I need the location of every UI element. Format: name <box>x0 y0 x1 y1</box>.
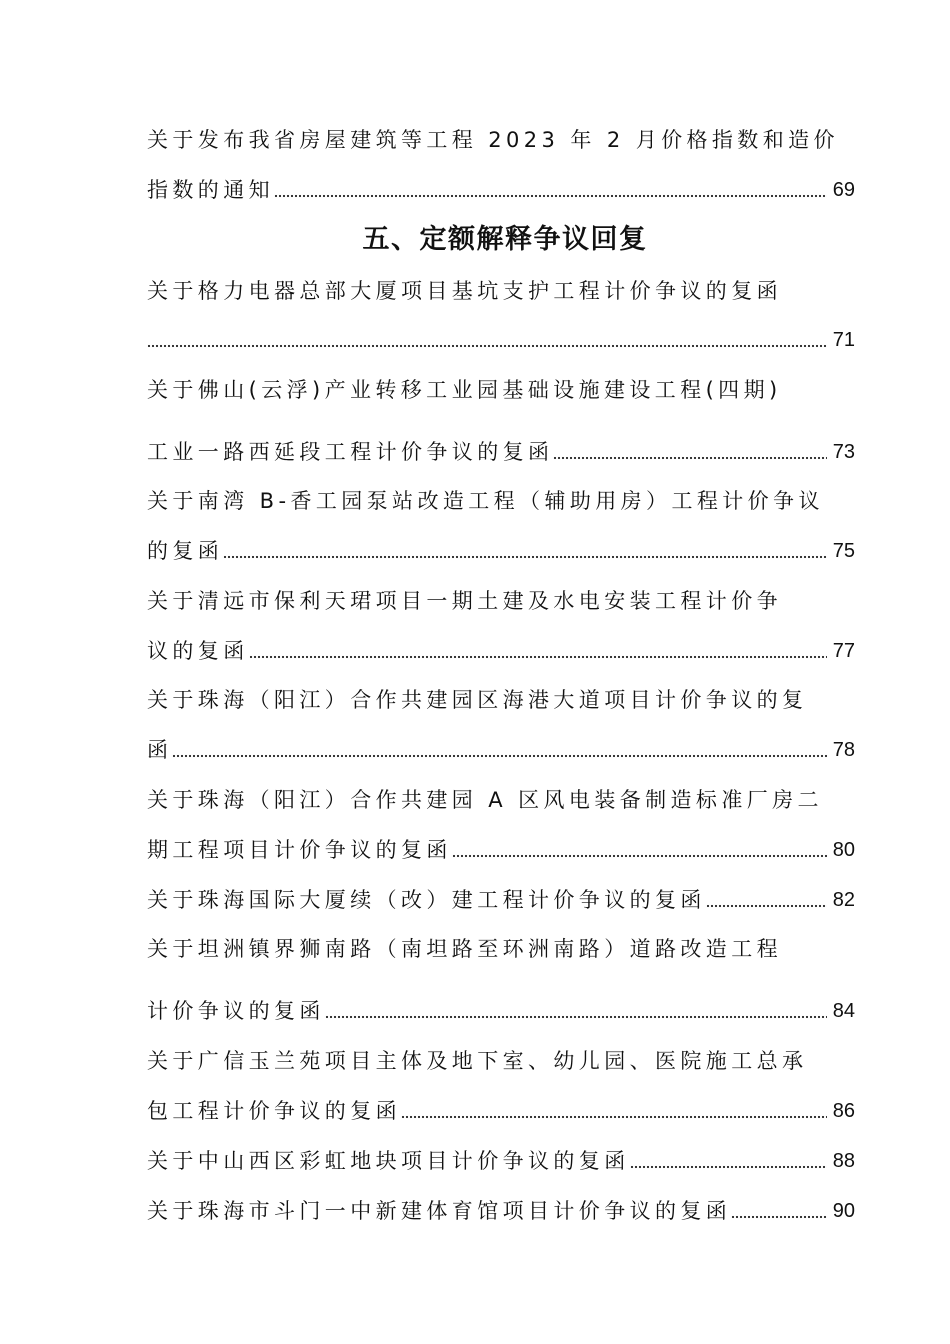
toc-entry-title: 工业一路西延段工程计价争议的复函 <box>147 440 554 464</box>
toc-entry-title: 计价争议的复函 <box>147 999 325 1023</box>
toc-entry-title: 指数的通知 <box>147 178 274 202</box>
toc-entry-line <box>147 439 855 465</box>
toc-entry-title: 关于广信玉兰苑项目主体及地下室、幼儿园、医院施工总承 <box>147 1049 808 1073</box>
page-number: 80 <box>832 839 855 861</box>
page-number: 88 <box>832 1150 855 1172</box>
toc-entry-title: 议的复函 <box>147 639 249 663</box>
dot-leader <box>274 194 827 198</box>
toc-entry-price-index-line1 <box>147 127 855 153</box>
toc-entry-title: 期工程项目计价争议的复函 <box>147 838 452 862</box>
toc-entry-title: 关于佛山(云浮)产业转移工业园基础设施建设工程(四期) <box>147 378 782 402</box>
toc-entry-line <box>147 737 855 763</box>
toc-entry-title: 关于中山西区彩虹地块项目计价争议的复函 <box>147 1149 630 1173</box>
toc-entry-title: 关于珠海（阳江）合作共建园区海港大道项目计价争议的复 <box>147 688 808 712</box>
page-number: 71 <box>832 329 855 351</box>
toc-entry-line <box>147 1148 855 1174</box>
dot-leader <box>172 754 827 758</box>
toc-entry-line <box>147 1048 855 1074</box>
toc-entry-line <box>147 588 855 614</box>
dot-leader <box>731 1215 827 1219</box>
toc-entry-line <box>147 687 855 713</box>
page-number: 77 <box>832 640 855 662</box>
page-number: 73 <box>832 441 855 463</box>
toc-entry-title: 关于珠海国际大厦续（改）建工程计价争议的复函 <box>147 888 706 912</box>
toc-entry-title: 关于坦洲镇界狮南路（南坦路至环洲南路）道路改造工程 <box>147 937 782 961</box>
dot-leader <box>452 854 827 858</box>
dot-leader <box>553 456 827 460</box>
toc-entry-line <box>147 787 855 813</box>
dot-leader <box>249 655 827 659</box>
toc-entry-title: 包工程计价争议的复函 <box>147 1099 401 1123</box>
toc-entry-title: 关于南湾 B-香工园泵站改造工程（辅助用房）工程计价争议 <box>147 489 824 513</box>
page-number: 82 <box>832 889 855 911</box>
toc-entry-line <box>147 538 855 564</box>
toc-entry-title: 关于珠海市斗门一中新建体育馆项目计价争议的复函 <box>147 1199 732 1223</box>
dot-leader <box>401 1115 827 1119</box>
toc-entry-title: 关于珠海（阳江）合作共建园 A 区风电装备制造标准厂房二 <box>147 788 823 812</box>
dot-leader <box>147 344 827 348</box>
page-number: 75 <box>832 540 855 562</box>
page-number: 86 <box>832 1100 855 1122</box>
toc-entry-title: 函 <box>147 738 173 762</box>
dot-leader <box>630 1165 827 1169</box>
dot-leader <box>223 555 827 559</box>
page-number: 84 <box>832 1000 855 1022</box>
toc-entry-line <box>147 998 855 1024</box>
toc-entry-line <box>147 936 855 962</box>
toc-entry-line <box>147 488 855 514</box>
toc-entry-title: 关于清远市保利天珺项目一期土建及水电安装工程计价争 <box>147 589 782 613</box>
page-number: 90 <box>832 1200 855 1222</box>
toc-entry-title: 关于发布我省房屋建筑等工程 2023 年 2 月价格指数和造价 <box>147 128 839 152</box>
toc-entry-line <box>147 887 855 913</box>
dot-leader <box>706 904 827 908</box>
toc-entry-line <box>147 327 855 353</box>
section-heading: 五、定额解释争议回复 <box>362 224 648 255</box>
toc-entry-line <box>147 1098 855 1124</box>
dot-leader <box>325 1015 827 1019</box>
toc-entry-price-index-line2 <box>147 177 855 203</box>
toc-entry-title: 的复函 <box>147 539 224 563</box>
toc-entry-line <box>147 837 855 863</box>
toc-entry-line <box>147 278 855 304</box>
page-number: 69 <box>832 179 855 201</box>
toc-entry-title: 关于格力电器总部大厦项目基坑支护工程计价争议的复函 <box>147 279 782 303</box>
toc-entry-line <box>147 377 855 403</box>
toc-entry-line <box>147 1198 855 1224</box>
page-number: 78 <box>832 739 855 761</box>
toc-entry-line <box>147 638 855 664</box>
